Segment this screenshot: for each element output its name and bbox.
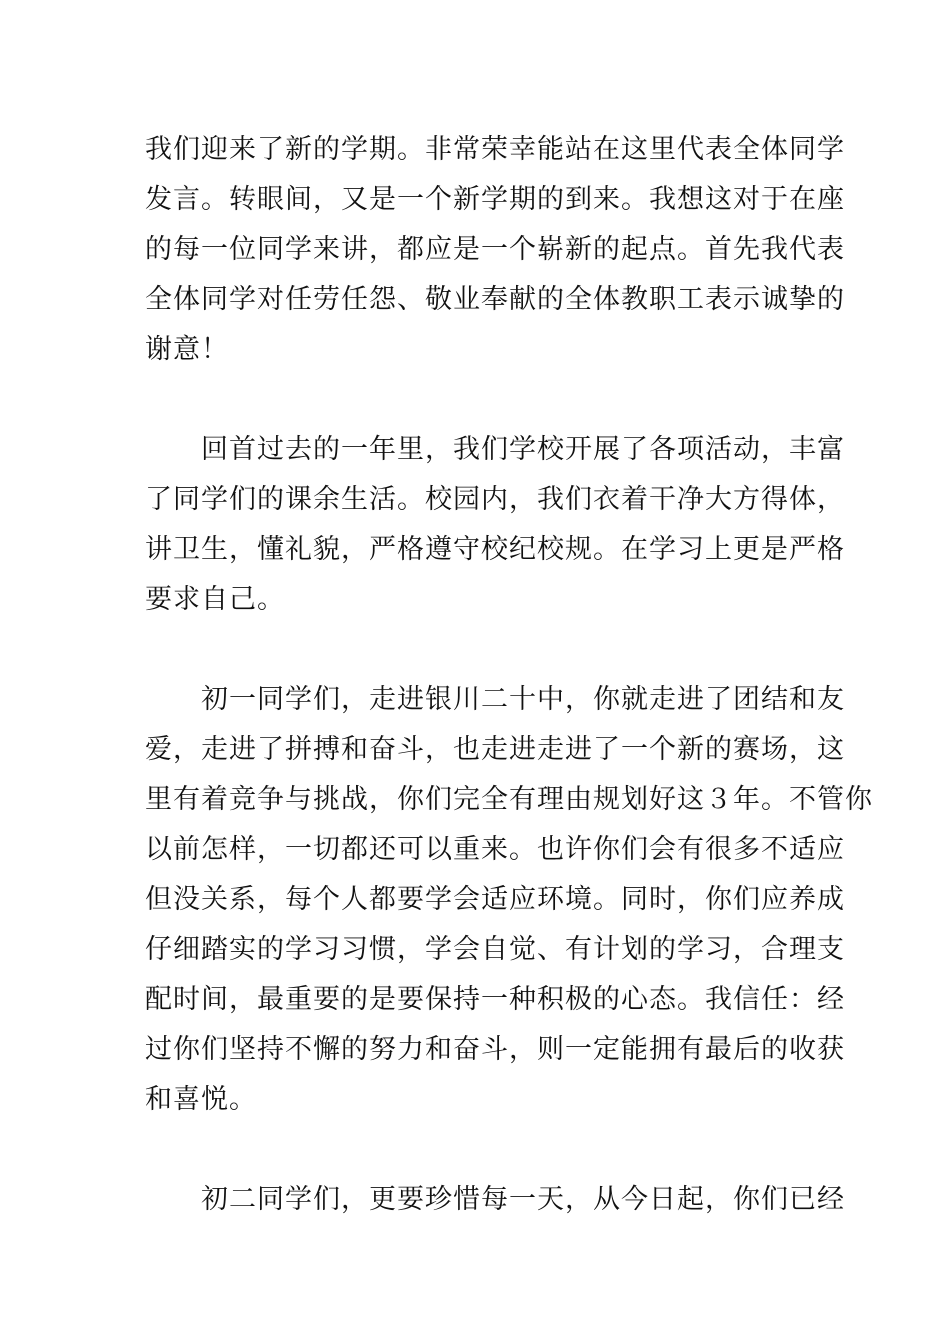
paragraph-2-line-4: 要求自己。 xyxy=(145,584,285,615)
paragraph-1-line-4: 全体同学对任劳任怨、敬业奉献的全体教职工表示诚挚的 xyxy=(145,284,845,315)
paragraph-2-line-1: 回首过去的一年里，我们学校开展了各项活动，丰富 xyxy=(201,434,845,465)
paragraph-1-line-3: 的每一位同学来讲，都应是一个崭新的起点。首先我代表 xyxy=(145,234,845,265)
paragraph-3-line-6: 仔细踏实的学习习惯，学会自觉、有计划的学习，合理支 xyxy=(145,934,845,965)
paragraph-3-line-8: 过你们坚持不懈的努力和奋斗，则一定能拥有最后的收获 xyxy=(145,1034,845,1065)
paragraph-3-line-1: 初一同学们，走进银川二十中，你就走进了团结和友 xyxy=(201,684,845,715)
paragraph-1-line-1: 我们迎来了新的学期。非常荣幸能站在这里代表全体同学 xyxy=(145,134,845,165)
paragraph-2-line-3: 讲卫生，懂礼貌，严格遵守校纪校规。在学习上更是严格 xyxy=(145,534,845,565)
paragraph-1-line-2: 发言。转眼间，又是一个新学期的到来。我想这对于在座 xyxy=(145,184,845,215)
paragraph-3-line-2: 爱，走进了拼搏和奋斗，也走进走进了一个新的赛场，这 xyxy=(145,734,845,765)
paragraph-4-line-1: 初二同学们，更要珍惜每一天，从今日起，你们已经 xyxy=(201,1184,845,1215)
paragraph-3-line-9: 和喜悦。 xyxy=(145,1084,257,1115)
paragraph-3-line-4: 以前怎样，一切都还可以重来。也许你们会有很多不适应 xyxy=(145,834,845,865)
paragraph-3-line-3: 里有着竞争与挑战，你们完全有理由规划好这３年。不管你 xyxy=(145,784,873,815)
paragraph-3-line-7: 配时间，最重要的是要保持一种积极的心态。我信任：经 xyxy=(145,984,845,1015)
paragraph-1-line-5: 谢意！ xyxy=(145,334,229,365)
paragraph-2-line-2: 了同学们的课余生活。校园内，我们衣着干净大方得体， xyxy=(145,484,845,515)
paragraph-3-line-5: 但没关系，每个人都要学会适应环境。同时，你们应养成 xyxy=(145,884,845,915)
